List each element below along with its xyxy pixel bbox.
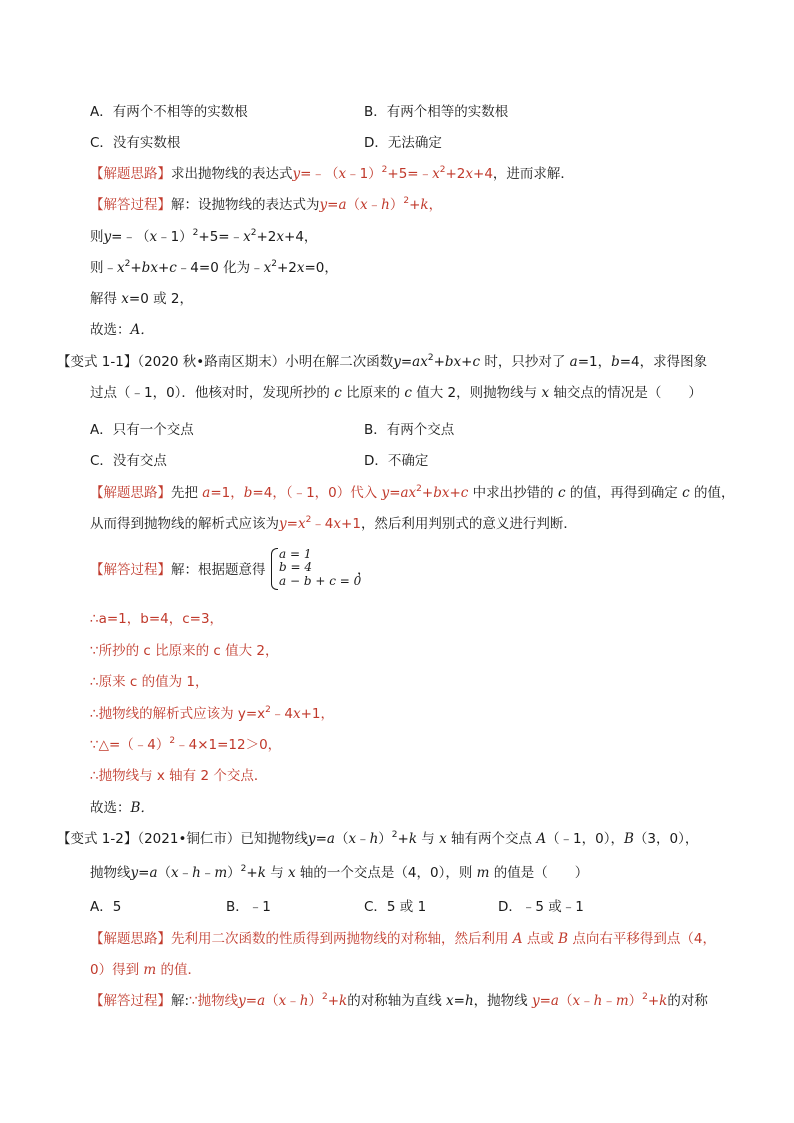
thinking-text: 中求出抄错的 — [472, 485, 554, 501]
step-mid: 或 — [153, 291, 167, 307]
line2-b: 与 — [270, 865, 284, 881]
thinking-line: 【解题思路】先把 a=1，b=4，（﹣1，0）代入 $y=ax^2+bx+c$ 中求出抄错的 c 的值，再得到确定 c 的值， — [90, 484, 735, 501]
thinking-text: 求出抛物线的表达式 — [171, 166, 293, 182]
variant-mid: 时，只抄对了 — [484, 354, 566, 370]
step-line — [90, 673, 208, 691]
choose-line — [90, 321, 154, 339]
equation-brace — [271, 548, 278, 590]
step-text: ∵△=（﹣4） — [90, 737, 170, 753]
option-d: D．无法确定 — [364, 135, 442, 151]
process-line — [90, 561, 266, 579]
step-line: 解得 x=0 或 2， — [90, 291, 194, 307]
option-b: B．有两个相等的实数根 — [364, 104, 509, 120]
step-text: ∴抛物线的解析式应该为 y=x — [90, 706, 266, 722]
variant-1-1-title: 【变式 1-1】（2020 秋•路南区期末）小明在解二次函数$y=ax^2+bx+c$ 时，只抄对了 a=1，b=4，求得图象 — [57, 353, 708, 370]
line2-d: 轴交点的情况是（ ） — [553, 385, 702, 401]
equation-2: b = 4 — [279, 560, 312, 574]
thinking-text: 先利用二次函数的性质得到两抛物线的对称轴，然后利用 — [171, 931, 509, 947]
process-text: ，抛物线 — [473, 993, 528, 1009]
step-lead: 则 — [90, 260, 104, 276]
step-line — [90, 610, 223, 628]
step-text: ∴抛物线与 x 轴有 2 个交点． — [90, 768, 268, 784]
thinking-tag: 【解题思路】 — [90, 166, 171, 182]
option-a: A．只有一个交点 — [90, 422, 194, 438]
thinking-text: 的值，再得到确定 — [569, 485, 678, 501]
line2-a: 抛物线 — [90, 865, 131, 881]
thinking-line-2: 0）得到 m 的值． — [90, 962, 201, 978]
process-text: 解：设抛物线的表达式为 — [171, 197, 320, 213]
variant-1-1-line2: 过点（﹣1，0）．他核对时，发现所抄的 c 比原来的 c 值大 2，则抛物线与 x 轴交点的情况是（ ） — [90, 385, 702, 401]
choose-answer: B． — [130, 800, 154, 816]
thinking-text: 点或 — [526, 931, 554, 947]
variant-1-2-line2: 抛物线y=a（x﹣h﹣m）$^2$+k 与 x 轴的一个交点是（4，0），则 m 的值是（ ） — [90, 864, 589, 881]
option-c: C．5 或 1 — [364, 899, 427, 915]
option-a: A．5 — [90, 899, 122, 915]
thinking-text: 从而得到抛物线的解析式应该为 — [90, 516, 279, 532]
choose-line — [90, 799, 154, 817]
thinking-tag: 【解题思路】 — [90, 485, 171, 501]
variant-end: ，求得图象 — [639, 354, 708, 370]
variant-text: （2020 秋•路南区期末）小明在解二次函数 — [137, 354, 394, 370]
option-b: B．有两个交点 — [364, 422, 455, 438]
variant-tag: 【变式 1-2】 — [57, 831, 138, 847]
thinking-tail: ，进而求解． — [492, 166, 574, 182]
process-tag: 【解答过程】 — [90, 197, 171, 213]
process-tag: 【解答过程】 — [90, 562, 171, 578]
variant-end: 轴有两个交点 — [451, 831, 533, 847]
choose-lead: 故选： — [90, 800, 131, 816]
option-c: C．没有交点 — [90, 453, 167, 469]
variant-text: （2021•铜仁市）已知抛物线 — [137, 831, 308, 847]
punct: ， — [357, 562, 371, 578]
thinking-text: 先把 — [171, 485, 198, 501]
process-text: 解: — [171, 993, 190, 1009]
process-line — [90, 196, 442, 214]
step-line — [90, 642, 278, 660]
option-b: B．﹣1 — [226, 899, 271, 915]
line2-b: 比原来的 — [346, 385, 401, 401]
thinking-text: 点向右平移得到点（4， — [572, 931, 716, 947]
choose-lead: 故选： — [90, 322, 131, 338]
step-text: ∵所抄的 c 比原来的 c 值大 2， — [90, 643, 279, 659]
thinking-text: 的值， — [693, 485, 735, 501]
line2-c: 轴的一个交点是（4，0），则 — [299, 865, 473, 881]
step-text: ∴a=1，b=4，c=3， — [90, 611, 224, 627]
thinking-line-2: 从而得到抛物线的解析式应该为$y=x^2﹣4x+1$，然后利用判别式的意义进行判断． — [90, 515, 577, 532]
step-line: 则$y=﹣(x﹣1)^2+5=﹣x^2+2x+4$， — [90, 228, 318, 245]
process-tag: 【解答过程】 — [90, 993, 171, 1009]
step-line: ∴抛物线的解析式应该为 $y=x^2﹣4x+1$， — [90, 705, 335, 722]
variant-tag: 【变式 1-1】 — [57, 354, 138, 370]
step-mid: 化为 — [223, 260, 251, 276]
step-line: 则$﹣x^2+bx+c﹣4=0$ 化为$﹣x^2+2x=0$， — [90, 259, 338, 276]
choose-answer: A． — [130, 322, 154, 338]
thinking-line: 【解题思路】先利用二次函数的性质得到两抛物线的对称轴，然后利用 A 点或 B 点向右平移得到点（4， — [90, 931, 716, 947]
variant-mid: 与 — [421, 831, 435, 847]
process-line: 【解答过程】解:∵抛物线y=a（x﹣h）$^2$+k的对称轴为直线 x=h，抛物线 y=a（x﹣h﹣m）$^2$+k的对称 — [90, 992, 708, 1009]
thinking-line — [90, 165, 574, 183]
process-text: 解：根据题意得 — [171, 562, 266, 578]
option-d: D．不确定 — [364, 453, 429, 469]
option-c: C．没有实数根 — [90, 135, 181, 151]
step-line — [90, 767, 267, 785]
step-lead: 解得 — [90, 291, 117, 307]
thinking-tag: 【解题思路】 — [90, 931, 171, 947]
step-text: ∴原来 c 的值为 1， — [90, 674, 209, 690]
step-line: ∵△=（﹣4）$^2$﹣4×1=12＞0， — [90, 736, 282, 753]
variant-1-2-title: 【变式 1-2】（2021•铜仁市）已知抛物线y=a（x﹣h）$^2$+k 与 x 轴有两个交点 A（﹣1，0），B（3，0）， — [57, 830, 699, 847]
equation-3: a − b + c = 0 — [279, 574, 362, 588]
option-a: A．有两个不相等的实数根 — [90, 104, 248, 120]
thinking-text: 的值． — [160, 962, 201, 978]
thinking-text: ，然后利用判别式的意义进行判断． — [360, 516, 577, 532]
option-d: D．﹣5 或﹣1 — [498, 899, 584, 915]
process-text: ∵抛物线 — [189, 993, 239, 1009]
process-text: 的对称轴为直线 — [347, 993, 442, 1009]
thinking-text: 0）得到 — [90, 962, 140, 978]
process-text: 的对称 — [667, 993, 708, 1009]
step-lead: 则 — [90, 229, 104, 245]
formula: y=a（x﹣h）$^2$+k， — [319, 196, 443, 213]
line2-d: 的值是（ ） — [493, 865, 589, 881]
line2-c: 值大 2，则抛物线与 — [416, 385, 538, 401]
formula: $y=﹣(x﹣1)^2+5=﹣x^2+2x+4$ — [292, 165, 493, 182]
equation-1: a = 1 — [279, 547, 312, 561]
line2-a: 过点（﹣1，0）．他核对时，发现所抄的 — [90, 385, 330, 401]
